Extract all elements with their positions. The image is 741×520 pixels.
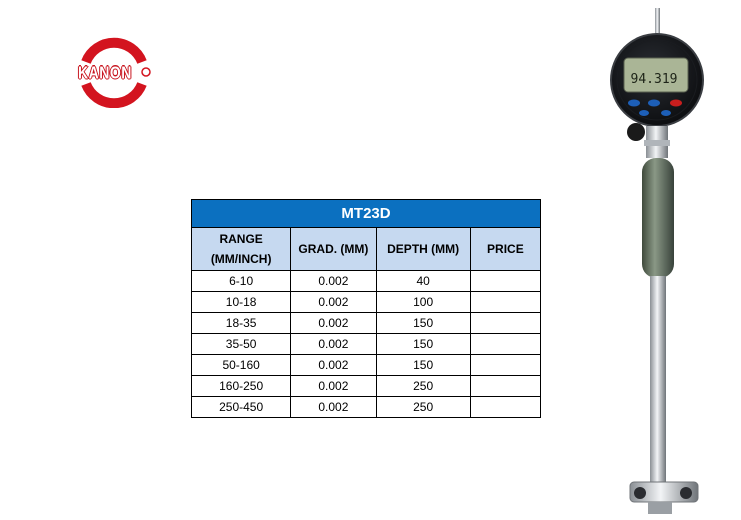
table-row xyxy=(192,313,541,334)
cell-grad: 0.002 xyxy=(291,397,376,418)
cell-depth: 250 xyxy=(376,397,470,418)
lcd-reading: 94.319 xyxy=(630,72,678,87)
header-price: PRICE xyxy=(470,228,540,271)
table-body xyxy=(192,271,541,418)
cell-depth: 150 xyxy=(376,355,470,376)
table-row xyxy=(192,334,541,355)
table-row xyxy=(192,376,541,397)
cell-grad: 0.002 xyxy=(291,313,376,334)
cell-grad: 0.002 xyxy=(291,292,376,313)
table-row xyxy=(192,355,541,376)
cell-range: 6-10 xyxy=(192,271,291,292)
cell-grad: 0.002 xyxy=(291,376,376,397)
cell-range: 250-450 xyxy=(192,397,291,418)
cell-price xyxy=(470,334,540,355)
table-title-row xyxy=(192,200,541,228)
table-row xyxy=(192,397,541,418)
cell-price xyxy=(470,313,540,334)
header-range-line2: (MM/INCH) xyxy=(210,252,272,266)
cell-price xyxy=(470,397,540,418)
cell-depth: 40 xyxy=(376,271,470,292)
header-range-line1: RANGE xyxy=(219,232,263,246)
side-knob xyxy=(627,123,645,141)
cell-range: 18-35 xyxy=(192,313,291,334)
cell-grad: 0.002 xyxy=(291,334,376,355)
cell-depth: 150 xyxy=(376,334,470,355)
header-grad: GRAD. (MM) xyxy=(291,228,376,271)
table-row xyxy=(192,271,541,292)
table-title: MT23D xyxy=(192,200,541,228)
cell-price xyxy=(470,271,540,292)
logo-wordmark: KANON xyxy=(78,62,132,82)
cell-depth: 250 xyxy=(376,376,470,397)
spec-table xyxy=(191,199,541,418)
cell-price xyxy=(470,376,540,397)
bore-gauge-image xyxy=(600,0,741,520)
cell-depth: 150 xyxy=(376,313,470,334)
table-row xyxy=(192,292,541,313)
insulated-grip xyxy=(642,158,674,278)
cell-grad: 0.002 xyxy=(291,355,376,376)
cell-range: 35-50 xyxy=(192,334,291,355)
cell-price xyxy=(470,355,540,376)
cell-range: 50-160 xyxy=(192,355,291,376)
table-header-row xyxy=(192,228,541,271)
header-range xyxy=(192,228,291,271)
cell-depth: 100 xyxy=(376,292,470,313)
cell-price xyxy=(470,292,540,313)
cell-range: 160-250 xyxy=(192,376,291,397)
cell-range: 10-18 xyxy=(192,292,291,313)
extension-rod xyxy=(650,276,666,484)
cell-grad: 0.002 xyxy=(291,271,376,292)
header-depth: DEPTH (MM) xyxy=(376,228,470,271)
